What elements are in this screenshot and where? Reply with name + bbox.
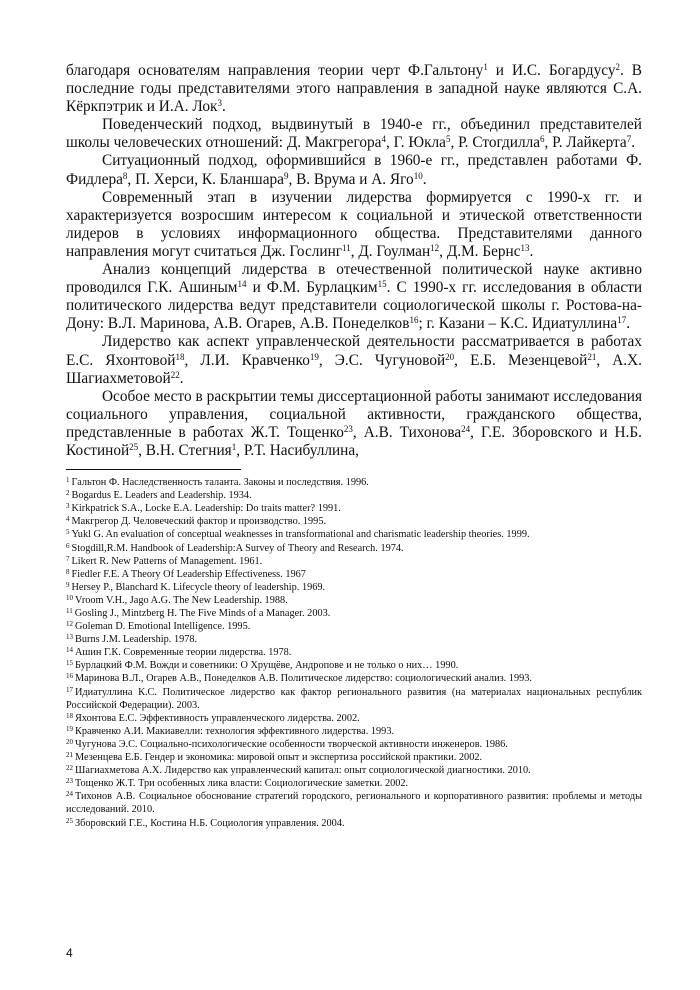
footnote-number: 19 bbox=[66, 724, 73, 733]
footnote-text: Шагиахметова А.Х. Лидерство как управленческий капитал: опыт социологической диагностики. 2010. bbox=[75, 765, 531, 777]
footnote-separator bbox=[66, 469, 241, 470]
footnote-number: 5 bbox=[66, 528, 70, 537]
footnote-text: Goleman D. Emotional Intelligence. 1995. bbox=[75, 621, 251, 633]
footnote-number: 13 bbox=[66, 633, 73, 642]
footnote-reference[interactable]: 9 bbox=[283, 170, 289, 181]
footnote-text: Чугунова Э.С. Социально-психологические особенности творческой активности инженеров. 1986. bbox=[75, 738, 508, 750]
footnote bbox=[66, 672, 642, 685]
footnote bbox=[66, 633, 642, 646]
paragraph-text: , Р. Лайкерта bbox=[544, 134, 627, 152]
paragraph-text: Ситуационный подход, оформившийся в 1960-е гг., представлен работами Ф. Фидлера bbox=[66, 152, 642, 188]
footnote-text: Ашин Г.К. Современные теории лидерства. 1978. bbox=[75, 647, 292, 659]
footnote-text: Яхонтова Е.С. Эффективность управленческого лидерства. 2002. bbox=[75, 712, 360, 724]
footnote bbox=[66, 528, 642, 541]
footnote-text: Vroom V.H., Jago A.G. The New Leadership. 1988. bbox=[75, 594, 288, 606]
footnote-number: 18 bbox=[66, 711, 73, 720]
paragraph-text: . С 1990-х гг. исследования в области политического лидерства ведут представители социологической школы г. Ростова-на-Дону: В.Л. Маринова, А.В. Огарев, А.В. Понеделков bbox=[66, 279, 643, 333]
footnote-text: Мезенцева Е.Б. Гендер и экономика: мировой опыт и экспертиза российской практики. 2002. bbox=[75, 752, 483, 764]
footnote-number: 17 bbox=[66, 685, 73, 694]
footnote-text: Макгрегор Д. Человеческий фактор и производство. 1995. bbox=[71, 516, 327, 528]
paragraph-text: Особое место в раскрытии темы диссертационной работы занимают исследования социального управления, социальной активности, гражданского общества, представленные в работах Ж.Т. Тощенко bbox=[66, 387, 642, 441]
body-text bbox=[66, 62, 642, 460]
footnote bbox=[66, 476, 642, 489]
footnotes bbox=[66, 476, 642, 830]
footnote bbox=[66, 489, 642, 502]
footnote-number: 15 bbox=[66, 659, 73, 668]
paragraph-text: ; г. Казани – К.С. Идиатуллина bbox=[418, 315, 618, 333]
footnote-number: 14 bbox=[66, 646, 73, 655]
footnote-number: 8 bbox=[66, 567, 70, 576]
footnote-text: Likert R. New Patterns of Management. 1961. bbox=[71, 555, 263, 567]
footnote-reference[interactable]: 20 bbox=[445, 351, 455, 362]
footnote-number: 10 bbox=[66, 593, 73, 602]
footnote-text: Stogdill,R.M. Handbook of Leadership:A Survey of Theory and Research. 1974. bbox=[71, 542, 404, 554]
footnote-number: 25 bbox=[66, 816, 73, 825]
footnote-reference[interactable]: 23 bbox=[343, 423, 353, 434]
paragraph-text: Поведенческий подход, выдвинутый в 1940-е гг., объединил представителей школы человеческих отношений: Д. Макгрегора bbox=[66, 116, 642, 152]
footnote-text: Тихонов А.В. Социальное обоснование стратегий городского, регионального и корпоративного развития: проблемы и методы исследований. 2010. bbox=[66, 791, 642, 816]
footnote-number: 24 bbox=[66, 790, 73, 799]
footnote bbox=[66, 568, 642, 581]
paragraph-text: , Г.Е. Зборовского и Н.Б. Костиной bbox=[66, 423, 643, 459]
footnote bbox=[66, 659, 642, 672]
footnote bbox=[66, 594, 642, 607]
footnote-reference[interactable]: 4 bbox=[381, 134, 386, 145]
paragraph-text: Лидерство как аспект управленческой деятельности рассматривается в работах Е.С. Яхонтовой bbox=[66, 333, 642, 369]
footnote-reference[interactable]: 13 bbox=[520, 242, 530, 253]
footnote-number: 12 bbox=[66, 620, 73, 629]
footnote-reference[interactable]: 21 bbox=[587, 351, 597, 362]
paragraph-text: , П. Херси, К. Бланшара bbox=[127, 170, 284, 188]
paragraph-text: Анализ концепций лидерства в отечественной политической науке активно проводился Г.К. Ашиным bbox=[66, 261, 642, 297]
paragraph-text: . bbox=[626, 315, 631, 333]
paragraph-text: , Д. Гоулман bbox=[350, 242, 431, 260]
footnote-reference[interactable]: 1 bbox=[231, 441, 237, 452]
footnote-reference[interactable]: 6 bbox=[540, 134, 545, 145]
paragraph-text: , А.В. Тихонова bbox=[352, 423, 462, 441]
paragraph-text: . bbox=[422, 170, 427, 188]
footnote bbox=[66, 607, 642, 620]
paragraph-text: , В.Н. Стегния bbox=[138, 441, 232, 459]
paragraph-text: , В. Врума и А. Яго bbox=[288, 170, 414, 188]
footnote bbox=[66, 817, 642, 830]
footnote-reference[interactable]: 19 bbox=[309, 351, 319, 362]
footnote-reference[interactable]: 18 bbox=[175, 351, 185, 362]
paragraph-text: и И.С. Богардусу bbox=[487, 62, 616, 79]
paragraph bbox=[66, 261, 642, 333]
paragraph-text: , А.Х. Шагиахметовой bbox=[66, 351, 642, 387]
footnote-reference[interactable]: 25 bbox=[129, 441, 139, 452]
footnote bbox=[66, 738, 642, 751]
footnote-number: 23 bbox=[66, 777, 73, 786]
footnote bbox=[66, 777, 642, 790]
footnote-number: 22 bbox=[66, 764, 73, 773]
footnote-text: Бурлацкий Ф.М. Вожди и советники: О Хрущёве, Андропове и не только о них… 1990. bbox=[75, 660, 459, 672]
paragraph-text: Современный этап в изучении лидерства формируется с 1990-х гг. и характеризуется возросшим интересом к социальной и этической ответственности лидеров в условиях информационного общества. Представителями данного направления могут считаться Дж. Гослинг bbox=[66, 188, 642, 260]
paragraph-text: , Д.М. Бернс bbox=[439, 242, 521, 260]
footnote-text: Гальтон Ф. Наследственность таланта. Законы и последствия. 1996. bbox=[71, 477, 369, 489]
footnote bbox=[66, 502, 642, 515]
paragraph bbox=[66, 388, 642, 460]
paragraph-text: , Э.С. Чугуновой bbox=[318, 351, 446, 369]
footnote-number: 6 bbox=[66, 541, 70, 550]
footnote-reference[interactable]: 12 bbox=[430, 242, 440, 253]
footnote bbox=[66, 555, 642, 568]
footnote bbox=[66, 764, 642, 777]
paragraph-text: . bbox=[529, 242, 534, 260]
paragraph-text: , Л.И. Кравченко bbox=[184, 351, 310, 369]
footnote bbox=[66, 751, 642, 764]
paragraph-text: и Ф.М. Бурлацким bbox=[246, 279, 378, 297]
footnote-text: Bogardus E. Leaders and Leadership. 1934. bbox=[71, 490, 252, 502]
footnote-reference[interactable]: 17 bbox=[617, 315, 627, 326]
footnote-reference[interactable]: 22 bbox=[170, 369, 180, 380]
footnote-text: Кравченко А.И. Макиавелли: технология эффективного лидерства. 1993. bbox=[75, 725, 395, 737]
paragraph-text: . bbox=[221, 98, 226, 116]
footnote-reference[interactable]: 14 bbox=[237, 279, 247, 290]
paragraph-text: , Р.Т. Насибуллина, bbox=[236, 441, 359, 459]
footnote-text: Gosling J., Mintzberg H. The Five Minds of a Manager. 2003. bbox=[74, 608, 331, 619]
footnote-number: 16 bbox=[66, 672, 73, 681]
footnote-number: 7 bbox=[66, 554, 70, 563]
paragraph-text: . bbox=[631, 134, 636, 152]
footnote-reference[interactable]: 16 bbox=[409, 315, 419, 326]
footnote-number: 20 bbox=[66, 737, 73, 746]
footnote-number: 21 bbox=[66, 751, 73, 760]
footnote-text: Yukl G. An evaluation of conceptual weaknesses in transformational and charismatic leadership theories. 1999. bbox=[71, 529, 530, 541]
paragraph-text: благодаря основателям направления теории черт Ф.Гальтону bbox=[66, 62, 484, 79]
footnote-text: Hersey P., Blanchard K. Lifecycle theory of leadership. 1969. bbox=[71, 581, 326, 593]
paragraph-text: , Р. Стогдилла bbox=[450, 134, 540, 152]
footnote-text: Burns J.M. Leadership. 1978. bbox=[75, 634, 198, 646]
footnote bbox=[66, 646, 642, 659]
footnote bbox=[66, 790, 642, 816]
footnote-number: 3 bbox=[66, 502, 70, 511]
footnote-text: Идиатуллина К.С. Политическое лидерство как фактор регионального развития (на материалах национальных республик Российской Федерации). 2003. bbox=[66, 686, 642, 711]
footnote-number: 1 bbox=[66, 476, 70, 485]
paragraph bbox=[66, 189, 642, 261]
paragraph bbox=[66, 333, 642, 387]
footnote-reference[interactable]: 2 bbox=[615, 62, 620, 72]
footnote bbox=[66, 542, 642, 555]
footnote-number: 4 bbox=[66, 515, 70, 524]
footnote-reference[interactable]: 3 bbox=[217, 98, 222, 109]
footnote-number: 11 bbox=[66, 607, 73, 615]
paragraph-text: , Г. Юкла bbox=[385, 134, 446, 152]
footnote-reference[interactable]: 1 bbox=[483, 62, 488, 72]
document-page bbox=[66, 62, 642, 830]
paragraph bbox=[66, 116, 642, 152]
footnote bbox=[66, 686, 642, 712]
paragraph-text: . В последние годы представителями этого направления в западной науке являются С.А. Кёркпэтрик и И.А. Лок bbox=[66, 62, 642, 116]
footnote-text: Kirkpatrick S.A., Locke E.A. Leadership: Do traits matter? 1991. bbox=[71, 503, 341, 515]
page-number: 4 bbox=[66, 946, 73, 960]
footnote-number: 9 bbox=[66, 580, 70, 589]
footnote-reference[interactable]: 8 bbox=[122, 170, 128, 181]
footnote-reference[interactable]: 11 bbox=[342, 242, 351, 253]
footnote-text: Зборовский Г.Е., Костина Н.Б. Социология управления. 2004. bbox=[75, 817, 345, 829]
footnote-text: Тощенко Ж.Т. Три особенных лика власти: Социологические заметки. 2002. bbox=[75, 778, 409, 790]
footnote-reference[interactable]: 24 bbox=[461, 423, 471, 434]
footnote bbox=[66, 620, 642, 633]
footnote-reference[interactable]: 7 bbox=[626, 134, 632, 145]
footnote bbox=[66, 581, 642, 594]
footnote-reference[interactable]: 15 bbox=[377, 279, 387, 290]
footnote-text: Маринова В.Л., Огарев А.В., Понеделков А.В. Политическое лидерство: социологический анализ. 1993. bbox=[75, 673, 532, 685]
paragraph bbox=[66, 152, 642, 188]
footnote bbox=[66, 712, 642, 725]
paragraph bbox=[66, 62, 642, 116]
footnote-reference[interactable]: 10 bbox=[413, 170, 423, 181]
footnote bbox=[66, 515, 642, 528]
paragraph-text: . bbox=[179, 369, 184, 387]
footnote-number: 2 bbox=[66, 489, 70, 498]
footnote-text: Fiedler F.E. A Theory Of Leadership Effectiveness. 1967 bbox=[71, 568, 306, 580]
footnote bbox=[66, 725, 642, 738]
paragraph-text: , Е.Б. Мезенцевой bbox=[454, 351, 588, 369]
footnote-reference[interactable]: 5 bbox=[445, 134, 451, 145]
